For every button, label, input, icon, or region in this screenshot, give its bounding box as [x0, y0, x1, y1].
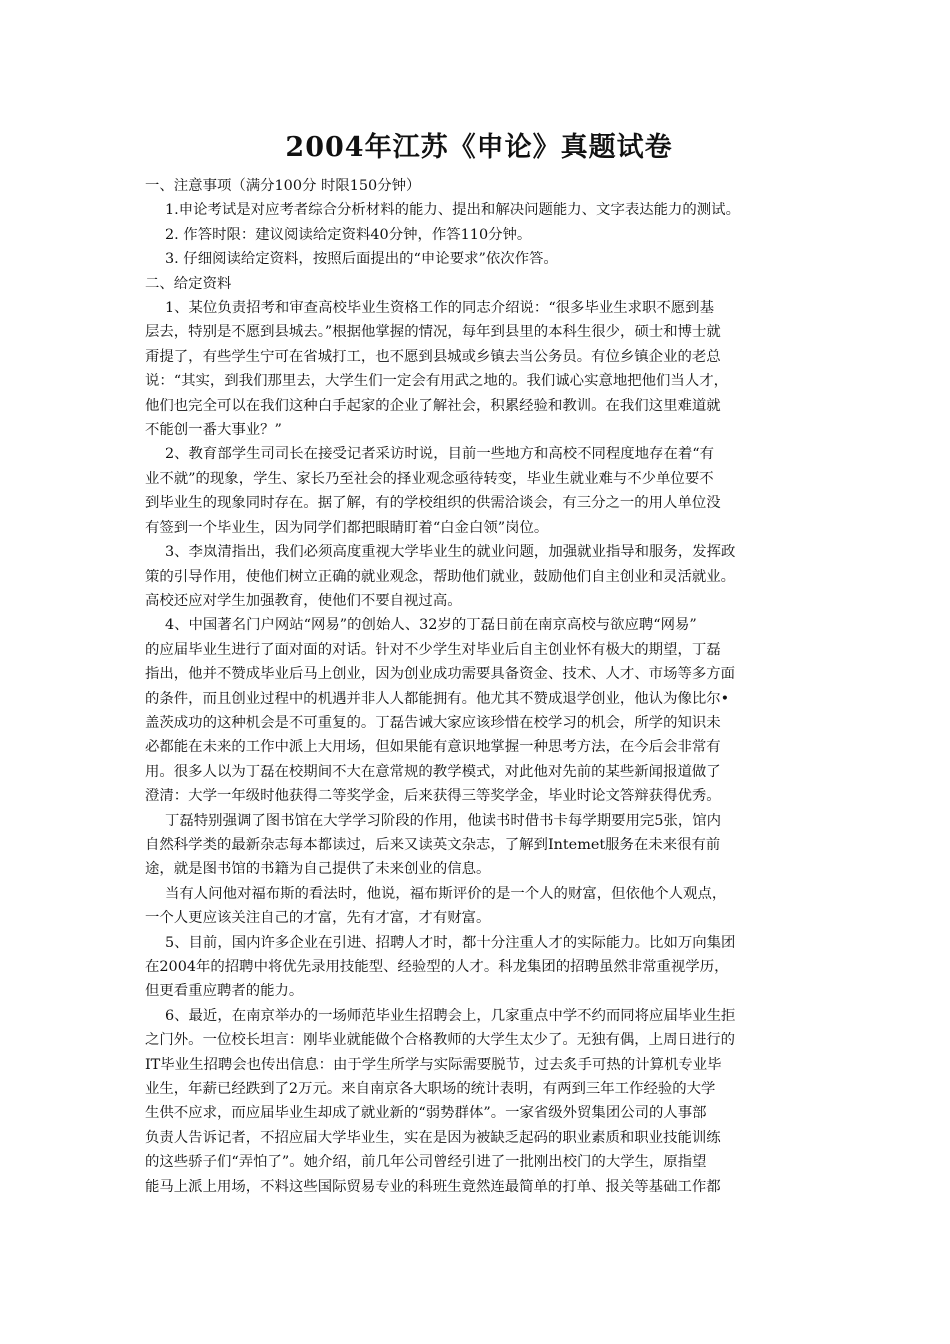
paragraph-line: 指出，他并不赞成毕业后马上创业，因为创业成功需要具备资金、技术、人才、市场等多方面 [145, 666, 736, 683]
paragraph-line: 的条件，而且创业过程中的机遇并非人人都能拥有。他尤其不赞成退学创业，他认为像比尔• [145, 690, 730, 707]
paragraph-line: 业不就”的现象，学生、家长乃至社会的择业观念亟待转变，毕业生就业难与不少单位要不 [145, 470, 714, 487]
paragraph-line: 盖茨成功的这种机会是不可重复的。丁磊告诫大家应该珍惜在校学习的机会，所学的知识未 [145, 714, 721, 731]
paragraph-line: IT毕业生招聘会也传出信息：由于学生所学与实际需要脱节，过去炙手可热的计算机专业毕 [145, 1056, 722, 1073]
paragraph-line: 甭提了，有些学生宁可在省城打工，也不愿到县城或乡镇去当公务员。有位乡镇企业的老总 [145, 348, 721, 365]
material-paragraph [145, 809, 813, 882]
paragraph-line: 到毕业生的现象同时存在。据了解，有的学校组织的供需洽谈会，有三分之一的用人单位没 [145, 495, 721, 512]
paragraph-line: 澄清：大学一年级时他获得二等奖学金，后来获得三等奖学金，毕业时论文答辩获得优秀。 [145, 788, 721, 805]
paragraph-line: 之门外。一位校长坦言：刚毕业就能做个合格教师的大学生太少了。无独有偶，上周日进行的 [145, 1032, 736, 1049]
paragraph-line: 生供不应求，而应届毕业生却成了就业新的“弱势群体”。一家省级外贸集团公司的人事部 [145, 1105, 707, 1122]
paragraph-line: 的应届毕业生进行了面对面的对话。针对不少学生对毕业后自主创业怀有极大的期望，丁磊 [145, 641, 721, 658]
document-title: 2004年江苏《申论》真题试卷 [285, 132, 673, 163]
paragraph-line: 业生，年薪已经跌到了2万元。来自南京各大职场的统计表明，有两到三年工作经验的大学 [145, 1081, 716, 1098]
material-paragraph [145, 882, 813, 931]
material-paragraph [145, 296, 813, 442]
paragraph-line: 说：“其实，到我们那里去，大学生们一定会有用武之地的。我们诚心实意地把他们当人才， [145, 373, 728, 390]
paragraph-line: 高校还应对学生加强教育，使他们不要自视过高。 [145, 592, 462, 609]
material-paragraph [145, 1004, 813, 1199]
paragraph-line: 2、教育部学生司司长在接受记者采访时说，目前一些地方和高校不同程度地存在着“有 [165, 446, 714, 463]
paragraph-line: 自然科学类的最新杂志每本都读过，后来又读英文杂志，了解到Intemet服务在未来很有前 [145, 836, 721, 853]
paragraph-line: 有签到一个毕业生，因为同学们都把眼睛盯着“白金白领”岗位。 [145, 519, 549, 536]
section-heading: 一、注意事项（满分100分 时限150分钟） [145, 178, 421, 194]
paragraph-line: 1、某位负责招考和审查高校毕业生资格工作的同志介绍说：“很多毕业生求职不愿到基 [165, 300, 714, 317]
document-page [145, 128, 813, 1199]
materials-body [145, 296, 813, 1199]
material-paragraph [145, 442, 813, 540]
note-item: 2. 作答时限：建议阅读给定资料40分钟，作答110分钟。 [165, 226, 532, 243]
paragraph-line: 不能创一番大事业？” [145, 422, 282, 439]
note-item: 3. 仔细阅读给定资料，按照后面提出的“申论要求”依次作答。 [165, 251, 558, 268]
note-item: 1.申论考试是对应考者综合分析材料的能力、提出和解决问题能力、文字表达能力的测试。 [165, 202, 740, 219]
paragraph-line: 一个人更应该关注自己的才富，先有才富，才有财富。 [145, 910, 491, 927]
paragraph-line: 当有人问他对福布斯的看法时，他说，福布斯评价的是一个人的财富，但依他个人观点， [165, 885, 727, 902]
paragraph-line: 他们也完全可以在我们这种白手起家的企业了解社会，积累经验和教训。在我们这里难道就 [145, 397, 721, 414]
paragraph-line: 6、最近，在南京举办的一场师范毕业生招聘会上，几家重点中学不约而同将应届毕业生拒 [165, 1007, 736, 1024]
paragraph-line: 策的引导作用，使他们树立正确的就业观念，帮助他们就业，鼓励他们自主创业和灵活就业。 [145, 568, 736, 585]
paragraph-line: 丁磊特别强调了图书馆在大学学习阶段的作用，他读书时借书卡每学期要用完5张，馆内 [165, 812, 722, 829]
paragraph-line: 能马上派上用场，不料这些国际贸易专业的科班生竟然连最简单的打单、报关等基础工作都 [145, 1178, 721, 1195]
material-paragraph [145, 931, 813, 1004]
paragraph-line: 在2004年的招聘中将优先录用技能型、经验型的人才。科龙集团的招聘虽然非常重视学历， [145, 959, 729, 975]
paragraph-line: 3、李岚清指出，我们必须高度重视大学毕业生的就业问题，加强就业指导和服务，发挥政 [165, 544, 736, 561]
paragraph-line: 但更看重应聘者的能力。 [145, 983, 304, 1000]
material-paragraph [145, 540, 813, 613]
paragraph-line: 必都能在未来的工作中派上大用场，但如果能有意识地掌握一种思考方法，在今后会非常有 [145, 739, 721, 756]
paragraph-line: 4、中国著名门户网站“网易”的创始人、32岁的丁磊日前在南京高校与欲应聘“网易” [165, 617, 697, 634]
section-notes [145, 174, 813, 272]
paragraph-line: 层去，特别是不愿到县城去。”根据他掌握的情况，每年到县里的本科生很少，硕士和博士就 [145, 324, 721, 341]
section-heading: 二、给定资料 [145, 275, 232, 292]
section-materials [145, 272, 813, 1199]
material-paragraph [145, 613, 813, 808]
paragraph-line: 用。很多人以为丁磊在校期间不大在意常规的教学模式，对此他对先前的某些新闻报道做了 [145, 763, 721, 780]
paragraph-line: 负责人告诉记者，不招应届大学毕业生，实在是因为被缺乏起码的职业素质和职业技能训练 [145, 1129, 721, 1146]
paragraph-line: 的这些骄子们“弄怕了”。她介绍，前几年公司曾经引进了一批刚出校门的大学生，原指望 [145, 1154, 707, 1171]
paragraph-line: 5、目前，国内许多企业在引进、招聘人才时，都十分注重人才的实际能力。比如万向集团 [165, 934, 736, 951]
paragraph-line: 途，就是图书馆的书籍为自己提供了未来创业的信息。 [145, 861, 491, 878]
